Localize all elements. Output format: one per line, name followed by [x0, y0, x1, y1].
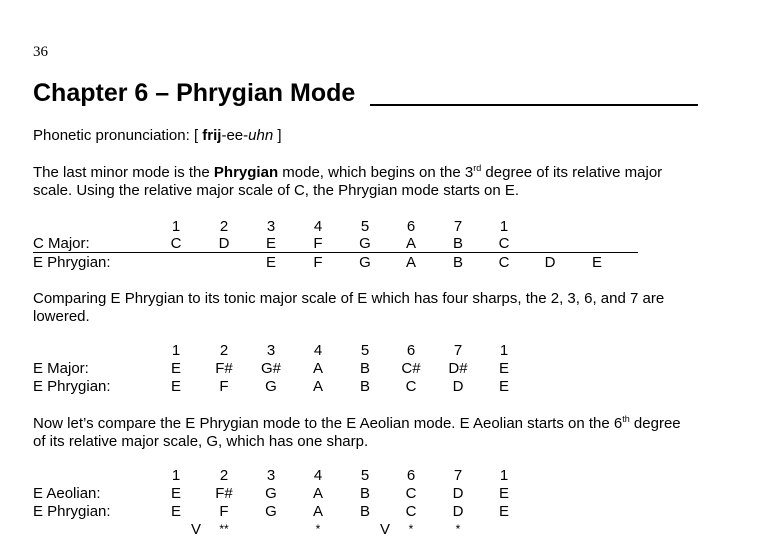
degree-number: 5 [360, 342, 370, 359]
degree-number: 7 [453, 218, 463, 235]
note-cell: E [591, 254, 602, 271]
degree-number: 4 [313, 218, 323, 235]
aeolian-paragraph: Now let’s compare the E Phrygian mode to the E Aeolian mode. E Aeolian starts on the 6th degree of its relative major scale, G, which has one sharp. [33, 414, 681, 450]
note-cell: F [219, 503, 229, 520]
note-cell: C [405, 485, 417, 502]
row-label: C Major: [33, 235, 90, 252]
altered-degree-mark: ** [219, 522, 229, 536]
degree-number: 4 [313, 467, 323, 484]
note-cell: G [359, 235, 371, 252]
title-underline [370, 104, 698, 106]
intro-paragraph: The last minor mode is the Phrygian mode, which begins on the 3rd degree of its relative major scale. Using the relative major scale of C, the Phrygian mode starts on E. [33, 163, 663, 199]
page-number: 36 [33, 44, 48, 60]
degree-number: 1 [499, 467, 509, 484]
degree-number: 3 [266, 218, 276, 235]
degree-number: 6 [406, 342, 416, 359]
note-cell: G [265, 503, 277, 520]
degree-number: 4 [313, 342, 323, 359]
altered-degree-mark: * [315, 522, 321, 536]
note-cell: A [405, 235, 416, 252]
row-label: E Phrygian: [33, 254, 111, 271]
degree-number: 2 [219, 218, 229, 235]
phonetic-pronunciation: Phonetic pronunciation: [ frij-ee-uhn ] [33, 127, 282, 144]
note-cell: F [313, 254, 323, 271]
degree-number: 6 [406, 467, 416, 484]
note-cell: F [219, 378, 229, 395]
degree-number: 1 [499, 218, 509, 235]
note-cell: A [312, 503, 323, 520]
degree-number: 2 [219, 342, 229, 359]
note-cell: B [359, 503, 370, 520]
note-cell: C [170, 235, 182, 252]
note-cell: C [405, 503, 417, 520]
note-cell: G [265, 485, 277, 502]
note-cell: F# [215, 485, 233, 502]
note-cell: E [498, 378, 509, 395]
note-cell: D [544, 254, 556, 271]
note-cell: A [312, 360, 323, 377]
note-cell: E [170, 378, 181, 395]
degree-number: 5 [360, 467, 370, 484]
degree-number: 7 [453, 467, 463, 484]
note-cell: D# [448, 360, 468, 377]
note-cell: E [265, 235, 276, 252]
degree-number: 2 [219, 467, 229, 484]
row-label: E Phrygian: [33, 378, 111, 395]
degree-number: 5 [360, 218, 370, 235]
note-cell: B [359, 485, 370, 502]
note-cell: A [312, 485, 323, 502]
note-cell: G# [261, 360, 282, 377]
note-cell: D [218, 235, 230, 252]
note-cell: B [452, 254, 463, 271]
note-cell: B [452, 235, 463, 252]
degree-number: 1 [171, 218, 181, 235]
note-cell: D [452, 378, 464, 395]
note-cell: F [313, 235, 323, 252]
row-label: E Major: [33, 360, 89, 377]
degree-number: 1 [171, 342, 181, 359]
comparison-paragraph: Comparing E Phrygian to its tonic major scale of E which has four sharps, the 2, 3, 6, and 7 are lowered. [33, 290, 665, 325]
chapter-title: Chapter 6 – Phrygian Mode [33, 79, 356, 107]
note-cell: G [265, 378, 277, 395]
row-label: E Phrygian: [33, 503, 111, 520]
note-cell: E [170, 503, 181, 520]
note-cell: C [498, 235, 510, 252]
note-cell: E [498, 360, 509, 377]
row-label: E Aeolian: [33, 485, 101, 502]
interval-mark: V [190, 521, 201, 538]
note-cell: C [498, 254, 510, 271]
note-cell: E [498, 485, 509, 502]
note-cell: E [170, 485, 181, 502]
altered-degree-mark: * [455, 522, 461, 536]
note-cell: F# [215, 360, 233, 377]
note-cell: E [498, 503, 509, 520]
degree-number: 7 [453, 342, 463, 359]
note-cell: D [452, 485, 464, 502]
note-cell: C# [401, 360, 421, 377]
degree-number: 3 [266, 342, 276, 359]
interval-mark: V [379, 521, 390, 538]
note-cell: A [405, 254, 416, 271]
note-cell: E [170, 360, 181, 377]
note-cell: D [452, 503, 464, 520]
note-cell: G [359, 254, 371, 271]
degree-number: 3 [266, 467, 276, 484]
altered-degree-mark: * [408, 522, 414, 536]
note-cell: E [265, 254, 276, 271]
note-cell: B [359, 360, 370, 377]
note-cell: A [312, 378, 323, 395]
degree-number: 1 [499, 342, 509, 359]
note-cell: B [359, 378, 370, 395]
degree-number: 1 [171, 467, 181, 484]
table-divider [33, 252, 638, 253]
note-cell: C [405, 378, 417, 395]
degree-number: 6 [406, 218, 416, 235]
